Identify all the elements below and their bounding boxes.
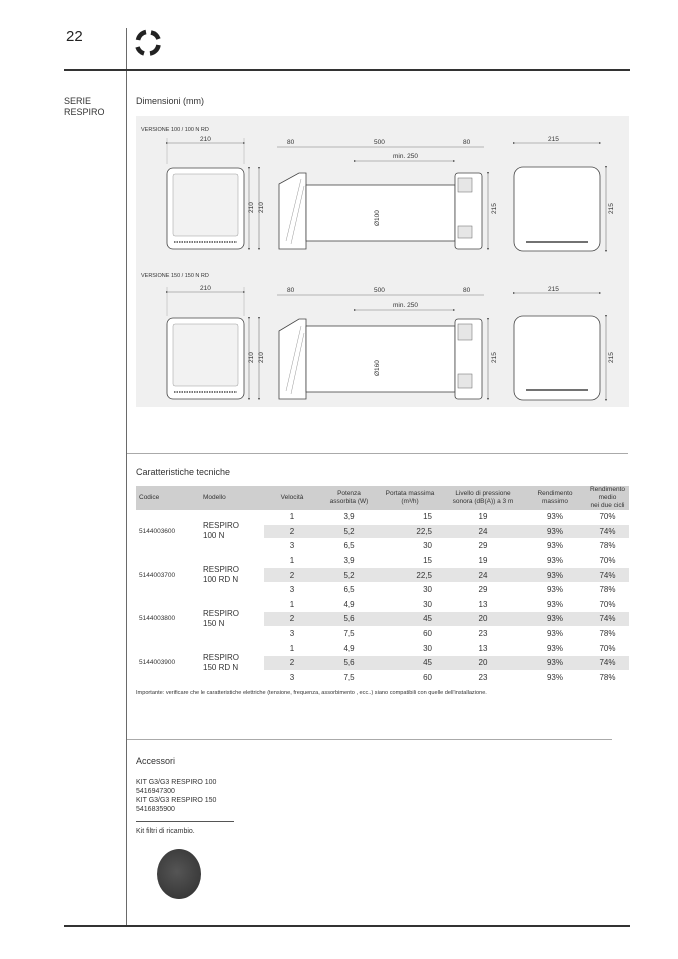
noise-cell: 19 (442, 553, 524, 568)
accessory-line: 5416947300 (136, 788, 175, 795)
specs-title: Caratteristiche tecniche (136, 467, 231, 477)
dim-text: 80 (463, 139, 471, 146)
vertical-divider (126, 28, 127, 926)
col-velocita: Velocità (264, 486, 320, 510)
accessory-line: KIT G3/G3 RESPIRO 100 (136, 779, 217, 786)
duct-tube (306, 326, 455, 392)
rear-view (514, 167, 600, 251)
product-model: RESPIRO 100 N (200, 510, 264, 553)
efficiency-cell: 93% (524, 582, 586, 597)
col-rendimento: Rendimento massimo (524, 486, 586, 510)
dim-text: 215 (548, 136, 559, 143)
avg-efficiency-cell: 74% (586, 655, 629, 670)
col-modello: Modello (200, 486, 264, 510)
dimensions-panel (136, 116, 629, 407)
avg-efficiency-cell: 70% (586, 597, 629, 612)
dim-text: 80 (287, 139, 295, 146)
col-rendimento-medio: Rendimento medio nei due cicli (586, 486, 629, 510)
product-model: RESPIRO 150 RD N (200, 641, 264, 685)
version-150-drawing (141, 273, 615, 400)
speed-cell: 2 (264, 524, 320, 539)
power-cell: 5,6 (320, 655, 378, 670)
dim-text: 80 (463, 287, 471, 294)
flow-cell: 30 (378, 641, 442, 656)
power-cell: 5,2 (320, 568, 378, 583)
page-number: 22 (66, 28, 83, 45)
accessories-caption: Kit filtri di ricambio. (136, 828, 195, 835)
speed-cell: 1 (264, 510, 320, 524)
efficiency-cell: 93% (524, 539, 586, 554)
avg-efficiency-cell: 70% (586, 510, 629, 524)
dim-text: 210 (248, 202, 255, 213)
product-code: 5144003800 (136, 597, 200, 641)
col-portata: Portata massima (m³/h) (378, 486, 442, 510)
speed-cell: 1 (264, 553, 320, 568)
product-model: RESPIRO 150 N (200, 597, 264, 641)
power-cell: 3,9 (320, 510, 378, 524)
noise-cell: 20 (442, 612, 524, 627)
dim-text: min. 250 (393, 153, 418, 160)
noise-cell: 19 (442, 510, 524, 524)
power-cell: 7,5 (320, 626, 378, 641)
speed-cell: 3 (264, 582, 320, 597)
noise-cell: 23 (442, 670, 524, 685)
dim-text: 215 (491, 203, 498, 214)
version-100-drawing (141, 127, 615, 251)
efficiency-cell: 93% (524, 597, 586, 612)
power-cell: 6,5 (320, 539, 378, 554)
efficiency-cell: 93% (524, 641, 586, 656)
speed-cell: 2 (264, 655, 320, 670)
dim-text: 80 (287, 287, 295, 294)
dim-text: min. 250 (393, 302, 418, 309)
speed-cell: 1 (264, 641, 320, 656)
flow-cell: 30 (378, 539, 442, 554)
specs-table-body (136, 510, 629, 685)
power-cell: 5,6 (320, 612, 378, 627)
table-row (136, 597, 629, 612)
power-cell: 4,9 (320, 641, 378, 656)
flow-cell: 30 (378, 597, 442, 612)
noise-cell: 24 (442, 524, 524, 539)
power-cell: 3,9 (320, 553, 378, 568)
dimensions-title: Dimensioni (mm) (136, 96, 205, 106)
efficiency-cell: 93% (524, 553, 586, 568)
noise-cell: 24 (442, 568, 524, 583)
section-divider (127, 453, 628, 454)
efficiency-cell: 93% (524, 524, 586, 539)
dim-text: 210 (258, 202, 265, 213)
avg-efficiency-cell: 70% (586, 641, 629, 656)
dim-text: 210 (200, 285, 211, 292)
brand-logo-icon (133, 28, 163, 58)
product-model: RESPIRO 100 RD N (200, 553, 264, 597)
speed-cell: 3 (264, 626, 320, 641)
dim-text: 215 (548, 286, 559, 293)
flow-cell: 60 (378, 626, 442, 641)
efficiency-cell: 93% (524, 612, 586, 627)
dim-text: 210 (258, 352, 265, 363)
col-livello: Livello di pressione sonora (dB(A)) a 3 m (442, 486, 524, 510)
specs-note: Importante: verificare che le caratteristiche elettriche (tensione, frequenza, assorbimento , ecc..) siano compatibili con quelle dell'installazione. (136, 690, 487, 696)
section-label: SERIE RESPIRO (64, 96, 105, 117)
table-row (136, 553, 629, 568)
table-header-row (136, 486, 629, 510)
version-label: VERSIONE 150 / 150 N RD (141, 273, 209, 279)
dim-text: 210 (200, 136, 211, 143)
accessory-line: KIT G3/G3 RESPIRO 150 (136, 797, 217, 804)
product-code: 5144003700 (136, 553, 200, 597)
flow-cell: 22,5 (378, 524, 442, 539)
table-row (136, 510, 629, 524)
avg-efficiency-cell: 74% (586, 568, 629, 583)
avg-efficiency-cell: 74% (586, 524, 629, 539)
dim-text: 210 (248, 352, 255, 363)
avg-efficiency-cell: 78% (586, 539, 629, 554)
power-cell: 6,5 (320, 582, 378, 597)
version-label: VERSIONE 100 / 100 N RD (141, 127, 209, 133)
speed-cell: 3 (264, 539, 320, 554)
dim-text: 500 (374, 287, 385, 294)
avg-efficiency-cell: 78% (586, 582, 629, 597)
avg-efficiency-cell: 78% (586, 626, 629, 641)
avg-efficiency-cell: 78% (586, 670, 629, 685)
power-cell: 4,9 (320, 597, 378, 612)
noise-cell: 20 (442, 655, 524, 670)
dim-text: 215 (491, 352, 498, 363)
flow-cell: 45 (378, 612, 442, 627)
dim-text: 500 (374, 139, 385, 146)
speed-cell: 2 (264, 568, 320, 583)
flow-cell: 60 (378, 670, 442, 685)
dimension-drawings (136, 116, 629, 407)
accessory-line: 5416835900 (136, 806, 175, 813)
dim-text: Ø100 (374, 210, 381, 226)
noise-cell: 23 (442, 626, 524, 641)
accessories-title: Accessori (136, 756, 176, 766)
section-divider (127, 739, 612, 740)
power-cell: 7,5 (320, 670, 378, 685)
product-code: 5144003600 (136, 510, 200, 553)
accessories-rule (136, 821, 234, 822)
speed-cell: 3 (264, 670, 320, 685)
avg-efficiency-cell: 70% (586, 553, 629, 568)
noise-cell: 29 (442, 582, 524, 597)
flow-cell: 15 (378, 510, 442, 524)
speed-cell: 1 (264, 597, 320, 612)
efficiency-cell: 93% (524, 510, 586, 524)
product-code: 5144003900 (136, 641, 200, 685)
footer-rule (64, 925, 630, 927)
efficiency-cell: 93% (524, 670, 586, 685)
rear-view (514, 316, 600, 400)
table-row (136, 641, 629, 656)
efficiency-cell: 93% (524, 626, 586, 641)
col-codice: Codice (136, 486, 200, 510)
col-potenza: Potenza assorbita (W) (320, 486, 378, 510)
noise-cell: 13 (442, 597, 524, 612)
filter-image (157, 849, 201, 899)
dim-text: 215 (608, 203, 615, 214)
noise-cell: 13 (442, 641, 524, 656)
header-rule (64, 69, 630, 71)
flow-cell: 22,5 (378, 568, 442, 583)
speed-cell: 2 (264, 612, 320, 627)
flow-cell: 30 (378, 582, 442, 597)
flow-cell: 15 (378, 553, 442, 568)
accessories-list (136, 778, 216, 814)
avg-efficiency-cell: 74% (586, 612, 629, 627)
efficiency-cell: 93% (524, 655, 586, 670)
power-cell: 5,2 (320, 524, 378, 539)
dim-text: 215 (608, 352, 615, 363)
dim-text: Ø160 (374, 360, 381, 376)
flow-cell: 45 (378, 655, 442, 670)
efficiency-cell: 93% (524, 568, 586, 583)
specs-table (136, 486, 629, 685)
noise-cell: 29 (442, 539, 524, 554)
